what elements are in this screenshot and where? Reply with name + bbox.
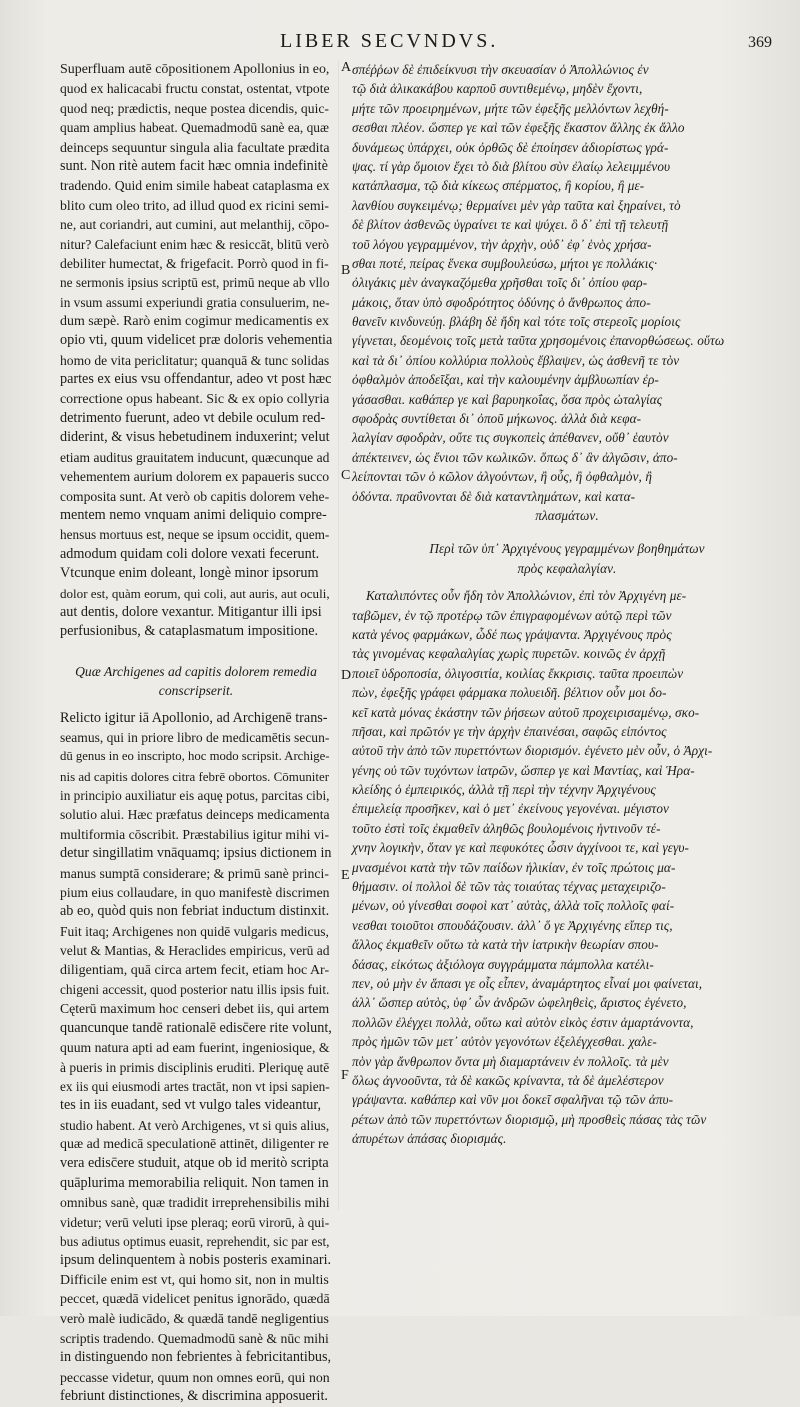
greek-line: θήμασιν. οἱ πολλοὶ δὲ τῶν τὰς τοιαύτας τέχνας μεταχειριζο- [352,879,666,895]
latin-line: dū genus in eo inscripto, hoc modo scripsit. Archige- [60,749,330,764]
greek-line: ποιεῖ ὑδροποσία, ὀλιγοσιτία, κοιλίας ἔκκρισις. ταῦτα προειπὼν [352,665,684,681]
latin-line: in vsum assumi experiundi gratia consuluerim, ne- [60,294,330,310]
greek-line: ρέτων ἀπὸ τῶν πυρεττόντων διορισμῷ, μὴ προσθεὶς πάσας τὰς τῶν [352,1111,707,1127]
latin-line: vehementem aurium dolorem ex papaueris succo [60,469,330,485]
latin-line: solutio alui. Hæc præfatus deinceps medicamenta [60,807,330,823]
latin-line: chigeni accessit, quod posterior natu illis ipsis fuit. [60,981,330,997]
greek-line: πῆσαι, καὶ πρῶτόν γε τὴν ἀρχὴν ἐπαινέσαι, σαφῶς εἰπόντος [352,723,667,739]
latin-line: admodum quidam coli dolore vexati fecerunt. [60,545,320,562]
greek-line: μήτε τῶν προειρημένων, μήτε τῶν ἐφεξῆς μελλόντων λεχθή- [352,100,669,116]
latin-line: ne, aut coriandri, aut cumini, aut melanthij, cōpo- [60,217,330,233]
greek-line: πρὸς ἡμῶν τῶν μετ᾽ αὐτὸν γεγονότων ἐξελέγχεσθαι. χαλε- [352,1034,657,1050]
latin-line: bus adiutus optimus euasit, reprehendit, sic par est, [60,1234,330,1250]
greek-line: κατάπλασμα, τῷ διὰ κίκεως σπέρματος, ἢ κορίου, ἢ με- [352,178,645,194]
latin-section-heading [60,662,332,701]
greek-column [352,60,782,1148]
greek-line: τὰς γινομένας κεφαλαλγίας χωρὶς πυρετῶν. κοινῶς ἐν ἀρχῇ [352,646,666,662]
latin-line: quam amplius habeat. Quemadmodū sanè ea, quæ [60,120,329,136]
margin-letter-a: A [341,60,352,75]
latin-line: Fuit itaq; Archigenes non quidē vulgaris medicus, [60,923,329,939]
latin-line: ne sermonis ipsius scriptū est, primū neque ab vllo [60,275,330,291]
greek-line: νεσθαι τοιοῦτοι σπουδάζουσιν. ἀλλ᾽ ὅ γε Ἀρχιγένης εἴπερ τις, [352,917,673,933]
latin-line: à pueris in primis disciplinis eruditi. Pleriquę autē [60,1059,330,1075]
greek-line: καὶ τὰ δι᾽ ὀπίου κολλύρια πολλοὺς ἔβλαψεν, ὡς ἀσθενῆ τε τὸν [352,352,680,368]
greek-line: αὐτοῦ τὴν ἀπὸ τῶν πυρεττόντων διορισμόν. ἐγένετο μὲν οὖν, ὁ Ἀρχι- [352,743,713,759]
latin-line: composita sunt. At verò ob capitis dolorem vehe- [60,488,330,504]
latin-line: Cęterū maximum hoc censeri debet iis, qui artem [60,1001,330,1017]
latin-line: velut & Mantias, & Heraclides empiricus, verū ad [60,943,330,959]
greek-line: πεν, οὐ μὴν ἐν ἅπασι γε οἷς εἶπεν, ἀναμάρτητος εἶναί μοι φαίνεται, [352,975,703,991]
greek-paragraph-1 [352,60,782,525]
latin-line: debiliter humectat, & frigefacit. Porrò quod in fi- [60,255,329,271]
latin-line: in distinguendo non febrientes à febricitantibus, [60,1349,332,1366]
latin-line: verò malè iudicādo, & quædā tandē negligentius [60,1311,329,1327]
greek-line: πὼν, ἐφεξῆς γράφει φάρμακα πολυειδῆ. βέλτιον οὖν μοι δο- [352,685,667,701]
latin-line: perfusionibus, & cataplasmatum impositione. [60,623,319,640]
latin-line: ipsum delinquentem à nobis posteris examinari. [60,1252,332,1269]
greek-line: κεῖ κατὰ μόνας ἑκάστην τῶν ῥήσεων αὐτοῦ προχειρισαμένῳ, σκο- [352,704,700,720]
latin-line: in principio auxiliatur eis aquę potus, parcitas cibi, [60,788,330,804]
greek-line: τοῦτο ἐστὶ τοῖς ἐκμαθεῖν ἀληθῶς βουλομένοις ἡντινοῦν τέ- [352,820,661,836]
greek-line: δάσας, εἰκότως ἀξιόλογα συγγράμματα πάμπολλα κατέλι- [352,956,654,972]
margin-letter-c: C [341,468,351,483]
column-gutter [338,60,339,1210]
greek-line: σεσθαι πλέον. ὥσπερ γε καὶ τῶν ἐφεξῆς ἕκαστον ἄλλης ἐκ ἄλλο [352,120,685,136]
latin-line: dolor est, quàm eorum, qui coli, aut auris, aut oculi, [60,585,330,601]
latin-line: etiam auditus grauitatem inducunt, quæcunque ad [60,449,330,465]
latin-line: aut dentis, dolore vexantur. Mitigantur illi ipsi [60,603,322,620]
running-head [0,30,800,60]
latin-line: homo de vita periclitatur; quanquā & tunc solidas [60,352,330,368]
greek-line: τοῦ λόγου γεγραμμένον, τὴν ἀρχὴν, οὐδ᾽ ἐφ᾽ ἑνὸς χρήσα- [352,236,652,252]
greek-line: γράψαντα. καθάπερ καὶ νῦν μοι δοκεῖ σφαλῆναι τῷ τῶν ἀπυ- [352,1092,674,1108]
greek-line: γάσασθαι. καθάπερ γε καὶ βαρυηκοΐας, ὅσα πρὸς ὠταλγίας [352,391,663,407]
greek-line: ὀφθαλμὸν ἀποδεῖξαι, καὶ τὴν καλουμένην ἀμβλυωπίαν ἐρ- [352,372,659,388]
greek-line: κλείδης ὁ ἐμπειρικός, ἀλλὰ τῇ περὶ τὴν τέχνην Ἀρχιγένους [352,782,656,798]
latin-line: ab eo, quòd quis non febriat inductum distinxit. [60,903,330,920]
margin-letter-b: B [341,263,351,278]
latin-line: deinceps sequuntur singula alia facultate prædita [60,139,330,155]
greek-line: λαλγίαν σφοδρὰν, οὔτε τις συγκοπεὶς ἀπέθανεν, οὔθ᾽ ἑαυτὸν [352,430,669,446]
greek-line: λείπονται τῶν ὁ κῶλον ἀλγούντων, ἢ οὖς, ἢ ὀφθαλμὸν, ἢ [352,469,652,485]
greek-heading-line: Περὶ τῶν ὑπ᾽ Ἀρχιγένους γεγραμμένων βοηθημάτων [429,541,705,557]
latin-paragraph-2 [60,709,332,1407]
latin-line: opio vti, quum videlicet præ doloris vehementia [60,332,333,349]
greek-line: ταβῶμεν, ἐν τῷ προτέρῳ τῶν ἐπιγραφομένων αὐτῷ περὶ τῶν [352,607,672,623]
greek-line: σφοδρὰς συντίθεται δι᾽ ὀποῦ μήκωνος. ἀλλὰ διὰ κεφα- [352,411,642,427]
latin-line: quāplurima memorabilia reliquit. Non tamen in [60,1174,329,1191]
latin-line: febriunt distinctiones, & discrimina apposuerit. [60,1388,328,1405]
latin-line: studio habent. At verò Archigenes, vt si quis alius, [60,1117,330,1133]
latin-line: vera edisc̄ere studuit, atque ob id meritò scripta [60,1155,329,1172]
latin-line: detrimento fuerunt, adeo vt debile oculum red- [60,410,326,427]
latin-line: peccasse videtur, quum non omnes eorū, qui non [60,1369,330,1385]
greek-line: πὸν γὰρ ἄνθρωπον ὄντα μὴ διαμαρτάνειν ἐν πολλοῖς. τὰ μὲν [352,1053,669,1069]
greek-line: ὀλιγάκις μὲν ἀναγκαζόμεθα χρῆσθαι τοῖς δι᾽ ὀπίου φαρ- [352,275,648,291]
latin-line: blito cum oleo trito, ad illud quod ex ricini semi- [60,197,329,213]
latin-line: nitur? Calefaciunt enim hæc & resiccāt, blitū verò [60,236,329,252]
latin-heading-line: Quæ Archigenes ad capitis dolorem remedia [75,663,317,679]
latin-line: diderint, & visus hebetudinem induxerint; velut [60,429,330,446]
latin-line: tradendo. Quid enim simile habeat cataplasma ex [60,178,330,194]
greek-line: χνην λογικὴν, ὅταν γε καὶ πεφυκότες ὦσιν ἀγχίνοοι τε, καὶ γεγυ- [352,840,690,856]
greek-line: τῷ διὰ ἁλικακάβου καρποῦ συντιθεμένῳ, μηδὲν ἔχοντι, [352,81,643,97]
latin-heading-line: conscripserit. [158,683,234,699]
greek-line: ψας. τί γὰρ ὅμοιον ἔχει τὸ διὰ βλίτου σὺν ἐλαίῳ λελειμμένου [352,158,671,174]
latin-line: scriptis tradendo. Quemadmodū sanè & nūc mihi [60,1331,329,1346]
greek-line: πλασμάτων. [535,507,599,523]
greek-line: θανεῖν κινδυνεύῃ. βλάβη δὲ ἤδη καὶ τότε τοῖς στερεοῖς μορίοις [352,314,681,330]
greek-line: κατὰ γένος φαρμάκων, ὧδέ πως γράψαντα. Ἀρχιγένους πρὸς [352,626,672,642]
latin-line: dum sæpè. Rarò enim cogimur medicamentis ex [60,314,330,330]
latin-line: nis ad capitis dolores citra febrē obortos. Cōmuniter [60,768,330,784]
latin-line: seamus, qui in priore libro de medicamētis secun- [60,729,330,745]
greek-line: ἐπιμελείᾳ προσῆκεν, καὶ ὁ μετ᾽ ἐκείνους γεγονέναι. μέγιστον [352,801,669,817]
latin-line: correctione opus habeant. Sic & ex opio collyria [60,391,330,407]
greek-line: πολλῶν ἐλέγχει πολλὰ, οὕτω καὶ αὐτὸν εἰκὸς ἐστιν ἁμαρτάνοντα, [352,1014,694,1030]
greek-line: λανθίου συγκειμένῳ; θερμαίνει μὲν γὰρ ταῦτα καὶ ξηραίνει, τὸ [352,197,681,213]
latin-paragraph-1 [60,60,332,642]
greek-line: ἀπέκτεινεν, ὡς ἔνιοι τῶν κωλικῶν. ὅπως δ᾽ ἂν ἀλγῶσιν, ἀπο- [352,449,678,465]
latin-line: ex iis qui eiusmodi artes tractāt, non vt ipsi sapien- [60,1078,330,1094]
latin-line: quum natura apti ad eam fuerint, ingeniosique, & [60,1040,330,1056]
latin-line: quod neq; prædictis, neque postea dicendis, quic- [60,100,329,116]
greek-line: ὀδόντα. πραΰνονται δὲ διὰ καταντλημάτων, καὶ κατα- [352,488,636,504]
latin-line: mentem nemo vnquam animi deliquio compre- [60,506,327,523]
latin-line: Vtcunque enim doleant, longè minor ipsorum [60,565,319,582]
latin-line: sunt. Non ritè autem facit hæc omnia indefinitè [60,157,328,174]
greek-section-heading [352,539,782,578]
page-number: 369 [748,34,772,51]
latin-line: tes in iis euadant, sed vt vulgo tales videantur, [60,1097,322,1114]
greek-paragraph-2 [352,586,782,1148]
greek-line: γίγνεται, δεομένοις τοῖς μετὰ ταῦτα χρησομένοις ἐπανορθώσεως. οὕτω [352,333,725,349]
latin-line: omnibus sanè, quæ tradidit irreprehensibilis mihi [60,1195,330,1211]
latin-line: detur singillatim vnāquamq; ipsius dictionem in [60,845,332,862]
latin-line: Relicto igitur iā Apollonio, ad Archigenē trans- [60,709,328,726]
greek-line: μάκοις, ὅταν ὑπὸ σφοδρότητος ὀδύνης ὁ ἄνθρωπος ἀπο- [352,294,651,310]
latin-column [60,60,332,1407]
latin-line: partes ex eius vsu offendantur, adeo vt post hæc [60,371,332,388]
latin-line: quancunque tandē rationalē edisc̄ere rite volunt, [60,1019,332,1036]
greek-heading-line: πρὸς κεφαλαλγίαν. [517,560,617,576]
greek-line: ἄλλος ἐκμαθεῖν οὕτω τὰ κατὰ τὴν ἰατρικὴν θεωρίαν σπου- [352,937,659,953]
margin-letter-e: E [341,868,350,883]
greek-line: δὲ βλίτον ἀσθενῶς ὑγραίνει τε καὶ ψύχει. ὃ δ᾽ ἐπὶ τῇ τελευτῇ [352,217,669,233]
margin-letter-d: D [341,668,352,683]
greek-line: ἀπυρέτων ἀπάσας διορισμάς. [352,1131,507,1147]
greek-line: μένων, οὐ γίνεσθαι σοφοὶ κατ᾽ αὐτὰς, ἀλλὰ τοῖς πολλοῖς φαί- [352,898,675,914]
latin-line: peccet, quædā videlicet penitus ignorādo, quædā [60,1292,330,1308]
latin-line: Superfluam autē cōpositionem Apollonius in eo, [60,62,330,77]
greek-line: σπέῤῥων δὲ ἐπιδείκνυσι τὴν σκευασίαν ὁ Ἀπολλώνιος ἐν [352,62,649,77]
latin-line: manus sumptā considerare; & primū sanè princi- [60,865,329,881]
margin-letter-f: F [341,1068,349,1083]
greek-line: ὅλως ἀγνοοῦντα, τὰ δὲ κακῶς κρίναντα, τὰ δὲ ἀμελέστερον [352,1072,664,1088]
latin-line: hensus mortuus est, neque se ipsum occidit, quem- [60,527,330,543]
greek-line: Καταλιπόντες οὖν ἤδη τὸν Ἀπολλώνιον, ἐπὶ τὸν Ἀρχιγένη με- [366,588,687,604]
latin-line: quæ ad medicā speculationē attinēt, diligenter re [60,1137,329,1153]
running-title: LIBER SECVNDVS. [280,30,499,52]
latin-line: multiformia cōscribit. Præstabilius igitur mihi vi- [60,826,330,842]
greek-line: ἀλλ᾽ ὥσπερ αὐτὸς, ὑφ᾽ ὧν ἀνδρῶν ὠφεληθεὶς, ἄριστος ἐγένετο, [352,995,687,1011]
latin-line: pium eius collaudare, in quo manifestè discrimen [60,885,330,901]
greek-line: γένης οὐ τῶν τυχόντων ἰατρῶν, ὥσπερ γε καὶ Μαντίας, καὶ Ἡρα- [352,762,695,778]
latin-line: Difficile enim est vt, qui homo sit, non in multis [60,1272,329,1288]
greek-line: σθαι ποτέ, πείρας ἕνεκα συμβουλεύσω, μήτοι γε πολλάκις· [352,255,658,271]
latin-line: videtur; verū veluti ipse pleraq; eorū virorū, à qui- [60,1214,330,1230]
greek-line: μνασμένοι κατὰ τὴν τῶν παίδων ἡλικίαν, ἐν τοῖς πρώτοις μα- [352,859,676,875]
latin-line: diligentiam, quā circa artem fecit, etiam hoc Ar- [60,962,330,978]
latin-line: quod ex halicacabi fructu constat, ostentat, vtpote [60,81,330,97]
greek-line: δυνάμεως ὑπάρχει, οὐκ ὀρθῶς δὲ ἐποίησεν ἀδιορίστως γρά- [352,139,669,155]
